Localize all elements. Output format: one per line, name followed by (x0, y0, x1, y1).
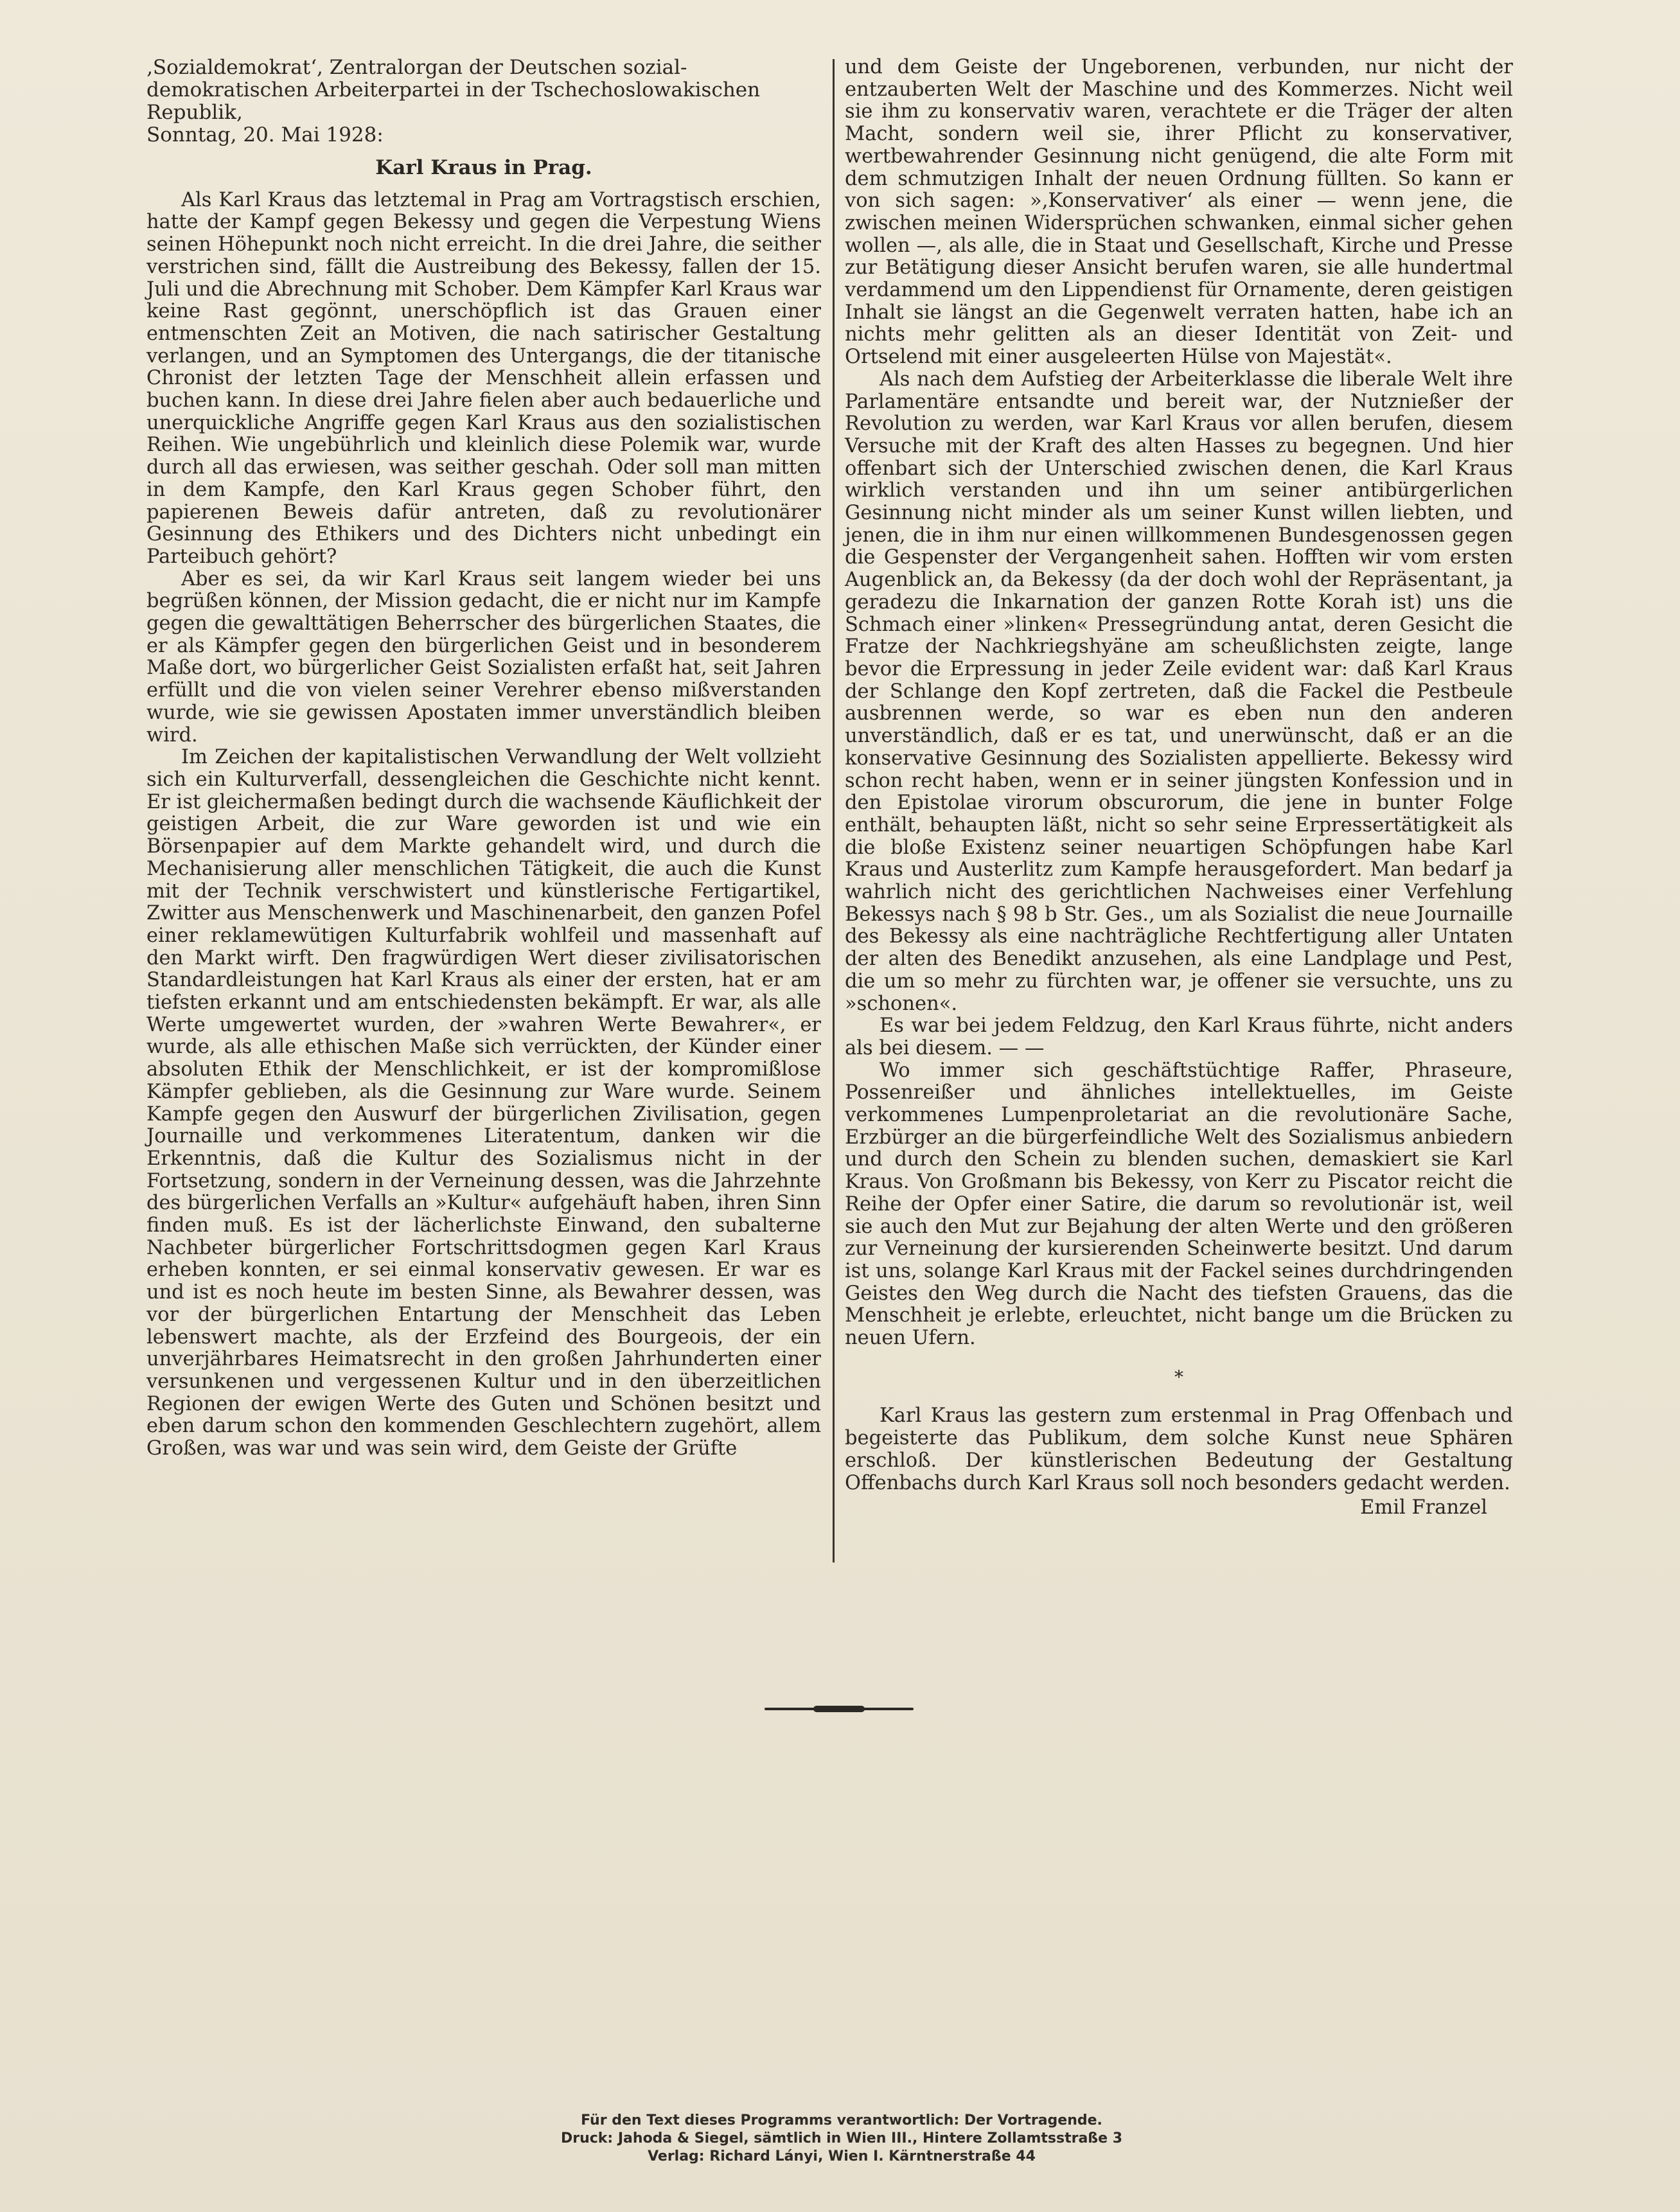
imprint-line: Für den Text dieses Programms verantwortlich: Der Vortragende. (581, 2112, 1102, 2128)
article-title: Karl Kraus in Prag. (375, 156, 592, 179)
paragraph: Im Zeichen der kapitalistischen Verwandlung der Welt vollzieht sich ein Kulturverfall, dessengleichen die Geschichte nicht kennt. Er ist gleichermaßen bedingt durch die wachsende Käuflichkeit der geistigen Arbeit, die zur Ware geworden ist und wie ein Börsenpapier auf dem Markte gehandelt wird, und durch die Mechanisierung aller menschlichen Tätigkeit, die auch die Kunst mit der Technik verschwistert und künstlerische Fertigartikel, Zwitter aus Menschenwerk und Maschinenarbeit, den ganzen Pofel einer reklamewütigen Kulturfabrik wohlfeil und massenhaft auf den Markt wirft. Den fragwürdigen Wert dieser zivilisatorischen Standardleistungen hat Karl Kraus als einer der ersten, hat er am tiefsten erkannt und am entschiedensten bekämpft. Er war, als alle Werte umgewertet wurden, der »wahren Werte Bewahrer«, er wurde, als alle ethischen Maße sich verrückten, der Künder einer absoluten Ethik der Menschlichkeit, er ist der kompromißlose Kämpfer geblieben, als die Gesinnung zur Ware wurde. Seinem Kampfe gegen den Auswurf der bürgerlichen Zivilisation, gegen Journaille und verkommenes Literatentum, danken wir die Erkenntnis, daß die Kultur des Sozialismus nicht in der Fortsetzung, sondern in der Verneinung dessen, was die Jahrzehnte des bürgerlichen Verfalls an »Kultur« aufgehäuft haben, ihren Sinn finden muß. Es ist der lächerlichste Einwand, den subalterne Nachbeter bürgerlicher Fortschrittsdogmen gegen Karl Kraus erheben konnten, er sei einmal konservativ gewesen. Er war es und ist es noch heute im besten Sinne, als Bewahrer dessen, was vor der bürgerlichen Entartung der Menschheit das Leben lebenswert machte, als der Erzfeind des Bourgeois, der ein unverjährbares Heimatsrecht in den großen Jahrhunderten einer versunkenen und vergessenen Kultur und in den überzeitlichen Regionen der ewigen Werte des Guten und Schönen besitzt und eben darum schon den kommenden Geschlechtern zugehört, allem Großen, was war und was sein wird, dem Geiste der Grüfte (146, 746, 821, 1460)
imprint-line: Druck: Jahoda & Siegel, sämtlich in Wien III., Hintere Zollamtsstraße 3 (560, 2130, 1123, 2146)
author-signature: Emil Franzel (1360, 1496, 1487, 1519)
paragraph: Als nach dem Aufstieg der Arbeiterklasse die liberale Welt ihre Parlamentäre entsandte und bereit war, der Nutznießer der Revolution zu werden, war Karl Kraus vor allen berufen, diesem Versuche mit der Kraft des alten Hasses zu begegnen. Und hier offenbart sich der Unterschied zwischen denen, die Karl Kraus wirklich verstanden und ihn um seiner antibürgerlichen Gesinnung nicht minder als um seiner Kunst willen liebten, und jenen, die in ihm nur einen willkommenen Bundesgenossen gegen die Gespenster der Vergangenheit sahen. Hofften wir vom ersten Augenblick an, da Bekessy (da der doch wohl der Repräsentant, ja geradezu die Inkarnation der ganzen Rotte Korah ist) uns die Schmach einer »linken« Pressegründung antat, deren Gesicht die Fratze der Nachkriegshyäne am scheußlichsten zeigte, lange bevor die Erpressung in jeder Zeile evident war: daß Karl Kraus der Schlange den Kopf zertreten, daß die Fackel die Pestbeule ausbrennen werde, so war es eben nun den anderen unverständlich, daß er es tat, und unerwünscht, daß er an die konservative Gesinnung des Sozialisten appellierte. Bekessy wird schon recht haben, wenn er in seiner jüngsten Konfession und in den Epistolae virorum obscurorum, die jene in bunter Folge enthält, behaupten läßt, nicht so sehr seine Erpressertätigkeit als die bloße Existenz seiner neuartigen Schöpfungen habe Karl Kraus und Austerlitz zum Kampfe herausgefordert. Man bedarf ja wahrlich nicht des gerichtlichen Nachweises einer Verfehlung Bekessys nach § 98 b Str. Ges., um als Sozialist die neue Journaille des Bekessy als eine nachträgliche Rechtfertigung aller Untaten der alten des Benedikt anzusehen, als eine Landplage und Pest, die um so mehr zu fürchten war, je offener sie versuchte, uns zu »schonen«. (845, 367, 1513, 1015)
citation-line: ‚Sozialdemokrat‘, Zentralorgan der Deutschen sozial- (146, 56, 687, 79)
citation-line: demokratischen Arbeiterpartei in der Tschechoslowakischen Republik, (146, 78, 761, 124)
imprint-footer (488, 2112, 1195, 2166)
paragraph: und dem Geiste der Ungeborenen, verbunden, nur nicht der entzauberten Welt der Maschine und des Kommerzes. Nicht weil sie ihm zu konservativ waren, verachtete er die Träger der alten Macht, sondern weil sie, ihrer Pflicht zu konservativer, wertbewahrender Gesinnung nicht genügend, die alte Form mit dem schmutzigen Inhalt der neuen Ordnung füllten. So kann er von sich sagen: »‚Konservativer‘ als einer — wenn jene, die zwischen meinen Widersprüchen schwanken, einmal sicher gehen wollen —, als alle, die in Staat und Gesellschaft, Kirche und Presse zur Betätigung dieser Ansicht berufen waren, sie alle hundertmal verdammend um den Lippendienst für Ornamente, deren geistigen Inhalt sie längst an die Gegenwelt verraten hatten, habe ich an nichts mehr gelitten als an dieser Identität von Zeit- und Ortselend mit einer ausgeleerten Hülse von Majestät«. (845, 56, 1513, 369)
citation-line: Sonntag, 20. Mai 1928: (146, 123, 384, 146)
right-column (845, 57, 1513, 1519)
column-divider (833, 59, 835, 1562)
paragraph: Aber es sei, da wir Karl Kraus seit langem wieder bei uns begrüßen können, der Mission gedacht, die er nicht nur im Kampfe gegen die gewalttätigen Beherrscher des bürgerlichen Staates, die er als Kämpfer gegen den bürgerlichen Geist und in besonderem Maße dort, wo bürgerlicher Geist Sozialisten erfaßt hat, seit Jahren erfüllt und die von vielen seiner Verehrer ebenso mißverstanden wurde, wie sie gewissen Apostaten immer unverständlich bleiben wird. (146, 567, 821, 747)
paragraph: Karl Kraus las gestern zum erstenmal in Prag Offenbach und begeisterte das Publikum, dem solche Kunst neue Sphären erschloß. Der künstlerischen Bedeutung der Gestaltung Offenbachs durch Karl Kraus soll noch besonders gedacht werden. (845, 1404, 1513, 1494)
source-citation (146, 57, 821, 146)
imprint-line: Verlag: Richard Lányi, Wien I. Kärntnerstraße 44 (648, 2148, 1036, 2164)
left-column (146, 57, 821, 1460)
paragraph: Es war bei jedem Feldzug, den Karl Kraus führte, nicht anders als bei diesem. — — (845, 1014, 1513, 1059)
paragraph: Als Karl Kraus das letztemal in Prag am Vortragstisch erschien, hatte der Kampf gegen Bekessy und gegen die Verpestung Wiens seinen Höhepunkt noch nicht erreicht. In die drei Jahre, die seither verstrichen sind, fällt die Austreibung des Bekessy, fallen der 15. Juli und die Abrechnung mit Schober. Dem Kämpfer Karl Kraus war keine Rast gegönnt, unerschöpflich ist das Grauen einer entmenschten Zeit an Motiven, die nach satirischer Gestaltung verlangen, und an Symptomen des Untergangs, die der titanische Chronist der letzten Tage der Menschheit allein erfassen und buchen kann. In diese drei Jahre fielen aber auch bedauerliche und unerquickliche Angriffe gegen Karl Kraus aus den sozialistischen Reihen. Wie ungebührlich und kleinlich diese Polemik war, wurde durch all das erwiesen, was seither geschah. Oder soll man mitten in dem Kampfe, den Karl Kraus gegen Schober führt, den papierenen Beweis dafür antreten, daß zu revolutionärer Gesinnung des Ethikers und des Dichters nicht unbedingt ein Parteibuch gehört? (146, 188, 821, 568)
paragraph: Wo immer sich geschäftstüchtige Raffer, Phraseure, Possenreißer und ähnliches intellektuelles, im Geiste verkommenes Lumpenproletariat an die revolutionäre Sache, Erzbürger an die bürgerfeindliche Welt des Sozialismus anbiedern und durch den Schein zu blenden suchen, demaskiert sie Karl Kraus. Von Großmann bis Bekessy, von Kerr zu Piscator reicht die Reihe der Opfer einer Satire, die darum so revolutionär ist, weil sie auch den Mut zur Bejahung der alten Werte und den größeren zur Verneinung der kursierenden Scheinwerte besitzt. Und darum ist uns, solange Karl Kraus mit der Fackel seines durchdringenden Geistes den Weg durch die Nacht des tiefsten Grauens, das die Menschheit je erlebte, erleuchtet, nicht bange um die Brücken zu neuen Ufern. (845, 1059, 1513, 1350)
ornament-rule (765, 1706, 914, 1712)
section-separator: * (1174, 1366, 1183, 1388)
